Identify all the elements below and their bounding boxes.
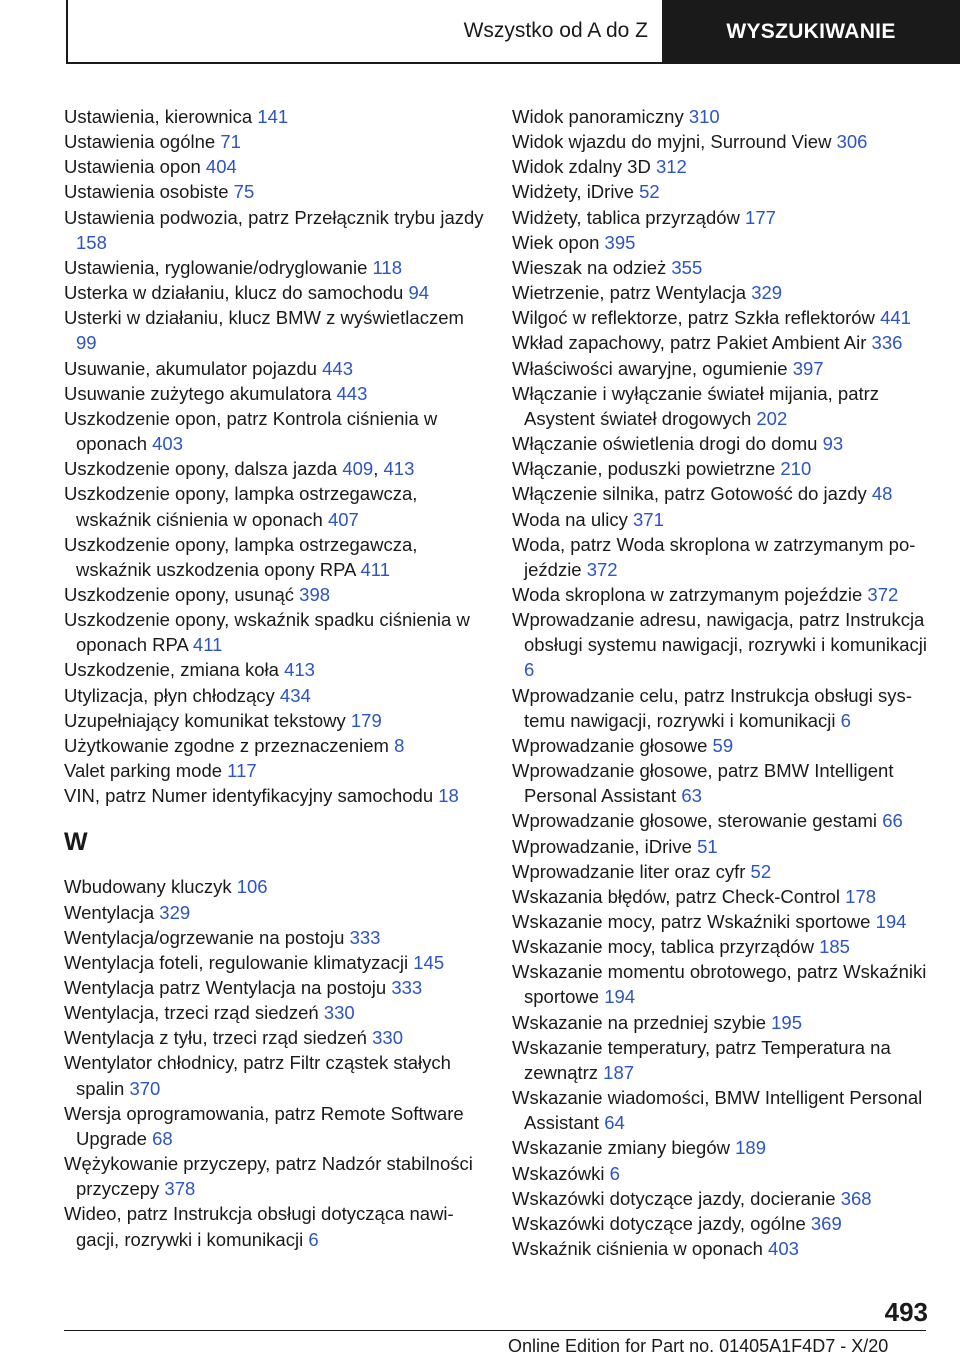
entry-text: Wentylacja/ogrzewanie na postoju (64, 926, 345, 948)
index-entry (512, 1085, 932, 1135)
page-link[interactable]: 99 (76, 332, 97, 354)
index-entry (64, 1025, 484, 1050)
index-entry (512, 959, 932, 1009)
entry-text: Wskazówki (512, 1162, 605, 1184)
index-entry (64, 900, 484, 925)
page-link[interactable]: 369 (810, 1212, 842, 1234)
page-link[interactable]: 411 (360, 558, 391, 580)
entry-text: Usuwanie, akumulator pojazdu (64, 357, 317, 379)
page-link[interactable]: 71 (220, 131, 241, 153)
index-entry (64, 1201, 484, 1251)
entry-text: Wskazówki dotyczące jazdy, ogólne (512, 1212, 806, 1234)
index-entry (512, 179, 932, 204)
entry-text: Wentylator chłodnicy, patrz Filtr cząstek stałych spalin (64, 1052, 451, 1099)
footer-edition-text: Online Edition for Part no. 01405A1F4D7 - X/20 (508, 1336, 889, 1356)
entry-text: Wersja oprogramowania, patrz Remote Software Upgrade (64, 1102, 464, 1149)
page-link[interactable]: 371 (633, 508, 664, 530)
entry-text: Woda na ulicy (512, 508, 628, 530)
page-link[interactable]: 443 (336, 382, 368, 404)
entry-text: Ustawienia podwozia, patrz Przełącznik trybu jazdy (64, 206, 484, 228)
entry-text: Uszkodzenie opony, usunąć (64, 583, 295, 605)
entry-text: Wentylacja foteli, regulowanie klimatyzacji (64, 951, 409, 973)
page-link[interactable]: 194 (604, 986, 636, 1008)
page-link[interactable]: 189 (735, 1137, 766, 1159)
index-entry (512, 205, 932, 230)
page-link[interactable]: 52 (750, 860, 772, 882)
index-list (64, 104, 484, 808)
entry-text: Wkład zapachowy, patrz Pakiet Ambient Air (512, 332, 867, 354)
index-entry (64, 104, 484, 129)
page-link[interactable]: 404 (205, 156, 237, 178)
page-link[interactable]: 443 (322, 357, 353, 379)
index-entry (64, 205, 484, 255)
entry-text: Wskazanie zmiany biegów (512, 1137, 730, 1159)
index-entry (64, 1151, 484, 1201)
page-link[interactable]: 330 (372, 1027, 403, 1049)
page-link[interactable]: 336 (871, 332, 903, 354)
entry-text: Wietrzenie, patrz Wentylacja (512, 282, 747, 304)
page-link[interactable]: 93 (822, 433, 844, 455)
page-link[interactable]: 210 (780, 458, 812, 480)
page-link[interactable]: 434 (279, 684, 311, 706)
entry-text: Wskazanie mocy, patrz Wskaźniki sportowe (512, 911, 871, 932)
index-entry (64, 1050, 484, 1100)
page-link[interactable]: 312 (655, 156, 687, 178)
page-link[interactable]: 141 (257, 106, 289, 127)
entry-text: Uszkodzenie, zmiana koła (64, 659, 279, 681)
index-entry (64, 481, 484, 531)
entry-text: Włączenie silnika, patrz Gotowość do jazdy (512, 483, 867, 505)
index-entry (64, 683, 484, 708)
index-entry (512, 1010, 932, 1035)
page-link[interactable]: 413 (383, 458, 415, 480)
page-link[interactable]: 6 (524, 659, 535, 681)
page-link[interactable]: 330 (323, 1002, 355, 1024)
entry-text: Wbudowany kluczyk (64, 876, 232, 898)
index-entry (512, 834, 932, 859)
entry-text: Wskazania błędów, patrz Check-Control (512, 885, 841, 907)
page-link[interactable]: 398 (299, 583, 331, 605)
page-link[interactable]: 306 (836, 131, 868, 153)
page-link[interactable]: 310 (688, 106, 720, 127)
index-entry (512, 532, 932, 582)
entry-text: Uszkodzenie opony, dalsza jazda (64, 458, 338, 480)
index-entry (64, 356, 484, 381)
entry-text: Usterka w działaniu, klucz do samochodu (64, 282, 404, 304)
index-entry (64, 733, 484, 758)
index-entry (512, 1135, 932, 1160)
page-link[interactable]: 397 (792, 357, 824, 379)
index-entry (512, 808, 932, 833)
entry-text: Wprowadzanie, iDrive (512, 835, 692, 857)
page-link[interactable]: 158 (76, 231, 107, 253)
index-entry (512, 255, 932, 280)
page-link[interactable]: 411 (192, 634, 223, 656)
page-link[interactable]: 59 (712, 734, 734, 756)
page-link[interactable]: 75 (233, 181, 255, 203)
page-link[interactable]: 329 (751, 282, 783, 304)
entry-text: Wskazówki dotyczące jazdy, docieranie (512, 1187, 836, 1209)
index-entry (512, 129, 932, 154)
index-entry (512, 934, 932, 959)
entry-text: Wilgoć w reflektorze, patrz Szkła reflektorów (512, 307, 875, 329)
entry-text: Wskazanie momentu obrotowego, patrz Wskaźniki sportowe (512, 961, 927, 1008)
index-entry (512, 356, 932, 381)
index-entry (512, 431, 932, 456)
entry-text: Wprowadzanie głosowe (512, 734, 708, 756)
page-link[interactable]: 407 (327, 508, 359, 530)
index-entry (64, 406, 484, 456)
entry-text: VIN, patrz Numer identyfikacyjny samochodu (64, 785, 434, 807)
page-link[interactable]: 94 (408, 282, 430, 304)
index-entry (64, 305, 484, 355)
page-link[interactable]: 372 (867, 583, 899, 605)
index-entry (512, 884, 932, 909)
index-entry (64, 758, 484, 783)
index-entry (512, 1186, 932, 1211)
page-link[interactable]: 368 (840, 1187, 872, 1209)
index-entry (64, 280, 484, 305)
page-link[interactable]: 370 (129, 1077, 161, 1099)
page-link[interactable]: 395 (604, 231, 636, 253)
entry-text: Wprowadzanie głosowe, patrz BMW Intelligent Personal Assistant (512, 760, 894, 807)
index-entry (64, 874, 484, 899)
index-entry (64, 381, 484, 406)
index-entry (512, 104, 932, 129)
entry-text: Wskazanie wiadomości, BMW Intelligent Personal Assistant (512, 1087, 923, 1134)
index-entry (512, 305, 932, 330)
page-link[interactable]: 178 (845, 885, 877, 907)
index-entry (512, 481, 932, 506)
entry-text: Usterki w działaniu, klucz BMW z wyświetlaczem (64, 307, 464, 329)
page-link[interactable]: 372 (586, 558, 618, 580)
page-number: 493 (884, 1297, 928, 1327)
entry-text: Utylizacja, płyn chłodzący (64, 684, 275, 706)
entry-text: Właściwości awaryjne, ogumienie (512, 357, 788, 379)
page-link[interactable]: 179 (350, 709, 382, 731)
entry-text: Wprowadzanie adresu, nawigacja, patrz Instrukcja obsługi systemu nawigacji, rozrywki i komunikacji (512, 609, 928, 656)
index-list (512, 104, 932, 1261)
index-entry (64, 179, 484, 204)
page-link[interactable]: 6 (308, 1228, 319, 1250)
page-link[interactable]: 6 (840, 709, 851, 731)
entry-text: Ustawienia osobiste (64, 181, 229, 203)
entry-text: Widżety, tablica przyrządów (512, 206, 740, 228)
entry-text: Widok panoramiczny (512, 106, 684, 127)
index-entry (64, 582, 484, 607)
index-entry (64, 607, 484, 657)
page-link[interactable]: 333 (349, 926, 381, 948)
entry-text: Wężykowanie przyczepy, patrz Nadzór stabilności przyczepy (64, 1153, 473, 1200)
page-link[interactable]: 51 (697, 835, 718, 857)
entry-text: Uszkodzenie opony, lampka ostrzegawcza, wskaźnik uszkodzenia opony RPA (64, 533, 418, 580)
page-link[interactable]: 117 (227, 760, 257, 782)
page-link[interactable]: 48 (871, 483, 893, 505)
page-link[interactable]: 413 (284, 659, 315, 681)
page-link[interactable]: 185 (819, 936, 850, 958)
index-entry (512, 1161, 932, 1186)
index-entry (64, 783, 484, 808)
entry-text: Wprowadzanie liter oraz cyfr (512, 860, 746, 882)
index-entry (512, 758, 932, 808)
index-entry (64, 1000, 484, 1025)
entry-text: Wskazanie mocy, tablica przyrządów (512, 936, 814, 958)
entry-text: Woda skroplona w zatrzymanym pojeździe (512, 583, 863, 605)
entry-text: Wskazanie na przedniej szybie (512, 1011, 766, 1033)
index-entry (512, 154, 932, 179)
footer-divider (64, 1330, 926, 1331)
index-entry (64, 154, 484, 179)
page-link[interactable]: 195 (771, 1011, 803, 1033)
entry-text: Ustawienia, kierownica (64, 106, 253, 127)
entry-text: Widok zdalny 3D (512, 156, 651, 178)
page-link[interactable]: 403 (768, 1238, 799, 1260)
entry-text: Usuwanie zużytego akumulatora (64, 382, 332, 404)
index-list (64, 874, 484, 1251)
page-link[interactable]: 18 (438, 785, 459, 807)
entry-text: Wskazanie temperatury, patrz Temperatura na zewnątrz (512, 1036, 891, 1083)
page-link[interactable]: 378 (164, 1178, 196, 1200)
index-entry (64, 1101, 484, 1151)
entry-text: Użytkowanie zgodne z przeznaczeniem (64, 734, 389, 756)
entry-text: Widok wjazdu do myjni, Surround View (512, 131, 832, 153)
index-entry (512, 280, 932, 305)
entry-text: Wiek opon (512, 231, 600, 253)
entry-text: Uszkodzenie opony, lampka ostrzegawcza, wskaźnik ciśnienia w oponach (64, 483, 418, 530)
section-letter: W (64, 828, 88, 857)
page-link[interactable]: 187 (603, 1061, 635, 1083)
index-entry (64, 657, 484, 682)
entry-text: Uzupełniający komunikat tekstowy (64, 709, 346, 731)
index-entry (512, 733, 932, 758)
entry-text: Wprowadzanie głosowe, sterowanie gestami (512, 810, 878, 832)
index-column-right (512, 104, 932, 1261)
entry-text: Ustawienia opon (64, 156, 201, 178)
search-tab[interactable]: WYSZUKIWANIE (662, 0, 960, 64)
page-link[interactable]: 64 (604, 1112, 625, 1134)
index-entry (512, 909, 932, 934)
page-link[interactable]: 106 (236, 876, 268, 898)
page-link[interactable]: 52 (639, 181, 660, 203)
entry-text: Wieszak na odzież (512, 256, 667, 278)
index-entry (512, 330, 932, 355)
index-entry (512, 1211, 932, 1236)
entry-text: Włączanie i wyłączanie świateł mijania, patrz Asystent świateł drogowych (512, 382, 880, 429)
entry-text: Włączanie oświetlenia drogi do domu (512, 433, 818, 455)
page-link[interactable]: 329 (159, 901, 191, 923)
page-link[interactable]: 403 (152, 433, 183, 455)
entry-text: Ustawienia ogólne (64, 131, 216, 153)
entry-text: Valet parking mode (64, 760, 223, 782)
index-entry (64, 255, 484, 280)
index-entry (512, 1236, 932, 1261)
page-link[interactable]: 63 (681, 785, 702, 807)
page-link[interactable]: 145 (413, 951, 445, 973)
entry-text: Uszkodzenie opon, patrz Kontrola ciśnienia w oponach (64, 407, 438, 455)
page-link[interactable]: 177 (745, 206, 776, 228)
page-link[interactable]: 333 (391, 977, 423, 998)
entry-text: Uszkodzenie opony, wskaźnik spadku ciśnienia w oponach RPA (64, 609, 470, 656)
index-entry (64, 925, 484, 950)
entry-text: Wideo, patrz Instrukcja obsługi dotycząca nawigacji, rozrywki i komunikacji (64, 1203, 454, 1250)
index-entry (512, 582, 932, 607)
page-link[interactable]: 68 (152, 1127, 173, 1149)
entry-text: Widżety, iDrive (512, 181, 634, 203)
entry-text: Włączanie, poduszki powietrzne (512, 458, 776, 480)
index-entry (512, 1035, 932, 1085)
entry-text: Wentylacja (64, 901, 155, 923)
entry-text: Wentylacja z tyłu, trzeci rząd siedzeń (64, 1027, 367, 1049)
entry-text: Ustawienia, ryglowanie/odryglowanie (64, 256, 368, 278)
page-link[interactable]: 441 (880, 307, 911, 329)
entry-text: Wentylacja patrz Wentylacja na postoju (64, 977, 387, 998)
entry-text: Wprowadzanie celu, patrz Instrukcja obsługi systemu nawigacji, rozrywki i komunikacji (512, 684, 912, 731)
index-entry (64, 708, 484, 733)
section-tab[interactable]: Wszystko od A do Z (66, 0, 662, 64)
page-link[interactable]: 194 (875, 911, 907, 932)
index-entry (512, 230, 932, 255)
index-entry (512, 381, 932, 431)
index-entry (64, 129, 484, 154)
index-entry (64, 532, 484, 582)
index-entry (512, 456, 932, 481)
page-header (66, 0, 960, 64)
page-link[interactable]: 6 (609, 1162, 620, 1184)
index-entry (64, 975, 484, 1000)
index-entry (512, 507, 932, 532)
index-column-left (64, 104, 484, 1252)
entry-text: Woda, patrz Woda skroplona w zatrzymanym pojeździe (512, 533, 916, 580)
index-entry (512, 683, 932, 733)
page-link[interactable]: 409 (342, 458, 374, 480)
page-link[interactable]: 355 (671, 256, 703, 278)
index-entry (64, 950, 484, 975)
page-link[interactable]: 202 (756, 407, 788, 429)
entry-text: Wskaźnik ciśnienia w oponach (512, 1238, 763, 1260)
page-link[interactable]: 66 (882, 810, 903, 832)
entry-text: Wentylacja, trzeci rząd siedzeń (64, 1002, 319, 1024)
page-link[interactable]: 118 (372, 256, 402, 278)
index-entry: Uszkodzenie opony, dalsza jazda 409, 413 (64, 458, 415, 480)
index-entry (512, 859, 932, 884)
page-link[interactable]: 8 (394, 734, 405, 756)
index-entry (512, 607, 932, 682)
